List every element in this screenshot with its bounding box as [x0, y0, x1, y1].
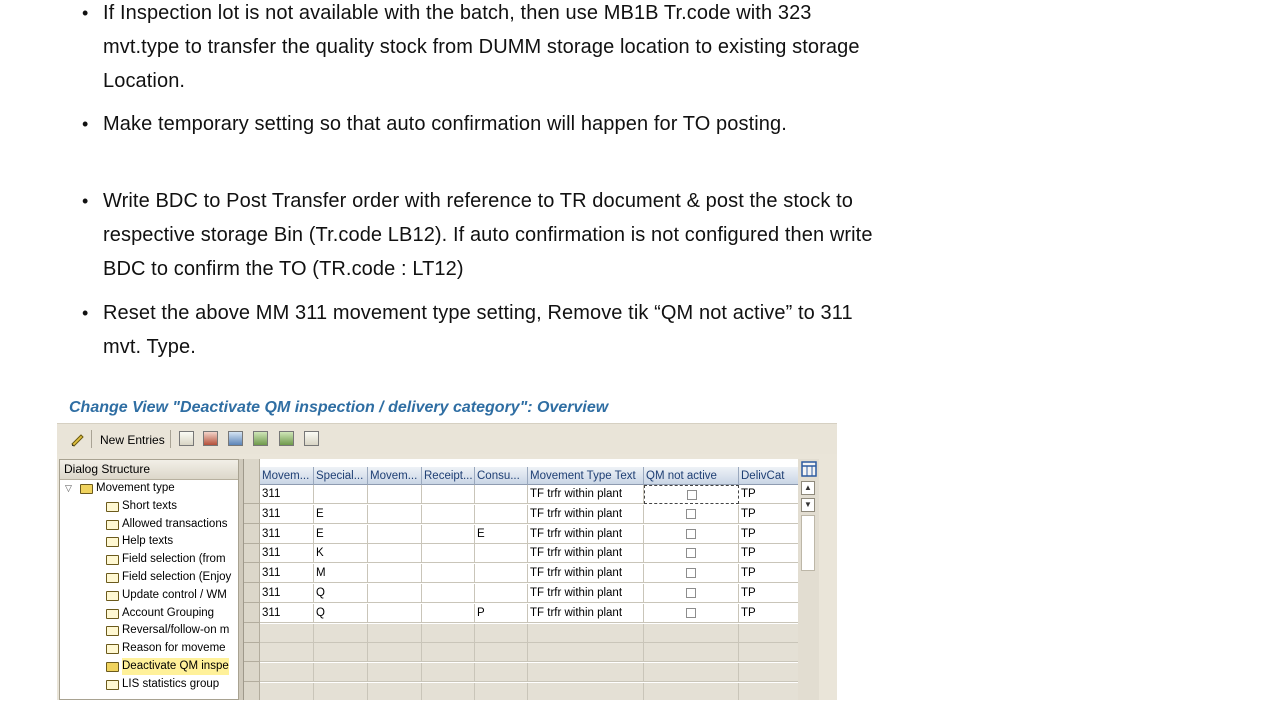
table-cell[interactable] [368, 525, 422, 544]
table-cell-empty[interactable] [368, 624, 422, 643]
new-entries-button[interactable]: New Entries [100, 432, 165, 447]
table-cell-empty[interactable] [528, 683, 644, 700]
tree-item[interactable]: Reversal/follow-on m [106, 622, 229, 639]
table-cell[interactable]: TF trfr within plant [528, 604, 644, 623]
col-header[interactable]: QM not active [644, 467, 739, 485]
table-cell-empty[interactable] [528, 663, 644, 682]
table-cell[interactable] [475, 584, 528, 603]
row-selector[interactable] [244, 544, 259, 563]
table-cell[interactable]: TF trfr within plant [528, 505, 644, 524]
table-cell-empty[interactable] [314, 624, 368, 643]
table-cell[interactable]: TF trfr within plant [528, 525, 644, 544]
tree-item[interactable]: Help texts [106, 533, 173, 550]
table-cell[interactable]: 311 [260, 564, 314, 583]
table-cell-empty[interactable] [422, 643, 475, 662]
qm-not-active-cell[interactable] [644, 525, 739, 544]
folder-icon [106, 555, 119, 565]
table-cell[interactable] [422, 544, 475, 563]
qm-not-active-checkbox[interactable] [686, 509, 696, 519]
col-header[interactable]: Consu... [475, 467, 528, 485]
table-cell[interactable] [475, 564, 528, 583]
table-cell[interactable]: TP [739, 485, 799, 504]
table-cell[interactable]: 311 [260, 505, 314, 524]
table-cell-empty[interactable] [475, 663, 528, 682]
col-header[interactable]: Movement Type Text [528, 467, 644, 485]
tree-item[interactable]: Field selection (Enjoy [106, 569, 231, 586]
table-cell-empty[interactable] [528, 643, 644, 662]
table-row-empty[interactable] [260, 683, 799, 700]
tree-item[interactable]: Update control / WM [106, 587, 227, 604]
col-header[interactable]: DelivCat [739, 467, 799, 485]
table-cell-empty[interactable] [739, 643, 799, 662]
folder-icon [106, 626, 119, 636]
bullet-item: • If Inspection lot is not available with the batch, then use MB1B Tr.code with 323 mvt.type to transfer the quality stock from DUMM storage location to existing storage Location. [82, 0, 873, 98]
table-row-empty[interactable] [260, 624, 799, 643]
page-title: Change View "Deactivate QM inspection / delivery category": Overview [69, 399, 609, 416]
table-cell[interactable]: E [314, 525, 368, 544]
right-border [819, 454, 837, 700]
tree-item[interactable]: Field selection (from [106, 551, 226, 568]
table-cell[interactable]: TF trfr within plant [528, 544, 644, 563]
table-row[interactable] [260, 584, 799, 603]
table-cell[interactable] [422, 564, 475, 583]
table-cell-empty[interactable] [475, 683, 528, 700]
folder-icon [106, 537, 119, 547]
row-selector[interactable] [244, 683, 259, 700]
table-cell[interactable]: 311 [260, 525, 314, 544]
tree-item[interactable]: Allowed transactions [106, 516, 227, 533]
table-cell-empty[interactable] [422, 624, 475, 643]
folder-icon [106, 502, 119, 512]
table-cell[interactable] [368, 564, 422, 583]
qm-not-active-cell[interactable] [644, 544, 739, 563]
folder-icon [106, 609, 119, 619]
table-cell[interactable] [368, 505, 422, 524]
table-settings-icon[interactable] [801, 461, 817, 477]
table-cell[interactable]: TP [739, 525, 799, 544]
scroll-down-icon[interactable]: ▼ [801, 498, 815, 512]
qm-not-active-cell[interactable] [644, 505, 739, 524]
deselect-icon[interactable] [304, 430, 319, 447]
qm-not-active-checkbox[interactable] [687, 490, 697, 500]
table-cell-empty[interactable] [314, 683, 368, 700]
toolbar [57, 423, 837, 455]
table-cell[interactable] [368, 485, 422, 504]
table-cell[interactable]: 311 [260, 584, 314, 603]
table-cell-empty[interactable] [644, 624, 739, 643]
table-cell[interactable] [368, 584, 422, 603]
folder-open-icon [106, 662, 119, 672]
table-cell-empty[interactable] [260, 624, 314, 643]
table-row-empty[interactable] [260, 663, 799, 682]
table-cell[interactable] [368, 604, 422, 623]
table-cell[interactable]: M [314, 564, 368, 583]
table-row[interactable] [260, 505, 799, 524]
table-row[interactable] [260, 485, 799, 504]
table-cell-empty[interactable] [368, 663, 422, 682]
edit-icon[interactable] [69, 430, 86, 447]
table-cell[interactable]: TF trfr within plant [528, 485, 644, 504]
table-cell[interactable] [475, 505, 528, 524]
row-selector[interactable] [244, 525, 259, 544]
table-cell-empty[interactable] [644, 663, 739, 682]
table-cell-empty[interactable] [739, 683, 799, 700]
table-cell-empty[interactable] [314, 663, 368, 682]
delete-icon[interactable] [203, 430, 218, 447]
qm-not-active-cell[interactable] [644, 584, 739, 603]
dialog-structure-tree [59, 459, 239, 700]
table-cell[interactable]: 311 [260, 485, 314, 504]
copy-icon[interactable] [179, 430, 194, 447]
row-selector[interactable] [244, 564, 259, 583]
data-table [243, 459, 820, 700]
table-cell-empty[interactable] [368, 643, 422, 662]
table-row[interactable] [260, 564, 799, 583]
row-selector[interactable] [244, 505, 259, 524]
row-selector[interactable] [244, 643, 259, 662]
col-header[interactable]: Movem... [368, 467, 422, 485]
select-block-icon[interactable] [279, 430, 294, 447]
folder-icon [106, 573, 119, 583]
table-cell[interactable] [422, 584, 475, 603]
folder-icon [106, 680, 119, 690]
row-selector[interactable] [244, 485, 259, 504]
table-cell[interactable]: TP [739, 505, 799, 524]
bullet-item: • Write BDC to Post Transfer order with reference to TR document & post the stock to respective storage Bin (Tr.code LB12). If auto confirmation is not configured then write BDC to confirm the TO (TR.code : LT12) [82, 184, 873, 286]
table-cell[interactable] [475, 485, 528, 504]
bullet-item: • Reset the above MM 311 movement type setting, Remove tik “QM not active” to 311 mvt. Type. [82, 296, 873, 364]
table-cell-empty[interactable] [739, 663, 799, 682]
expand-icon[interactable]: ▽ [65, 483, 72, 493]
table-cell[interactable] [422, 505, 475, 524]
table-cell-empty[interactable] [528, 624, 644, 643]
qm-not-active-checkbox[interactable] [686, 548, 696, 558]
col-header[interactable]: Special... [314, 467, 368, 485]
qm-not-active-checkbox[interactable] [686, 529, 696, 539]
table-cell-empty[interactable] [475, 624, 528, 643]
table-cell[interactable]: Q [314, 584, 368, 603]
folder-icon [106, 644, 119, 654]
table-cell-empty[interactable] [644, 683, 739, 700]
row-selector[interactable] [244, 624, 259, 643]
qm-not-active-cell[interactable] [644, 564, 739, 583]
table-cell-empty[interactable] [260, 663, 314, 682]
table-cell-empty[interactable] [475, 643, 528, 662]
table-row[interactable] [260, 604, 799, 623]
table-cell[interactable]: TP [739, 584, 799, 603]
qm-not-active-checkbox[interactable] [686, 588, 696, 598]
table-cell-empty[interactable] [260, 643, 314, 662]
qm-not-active-cell[interactable] [644, 604, 739, 623]
scroll-track[interactable] [801, 515, 815, 571]
select-all-icon[interactable] [253, 430, 268, 447]
tree-item[interactable]: Reason for moveme [106, 640, 226, 657]
table-cell[interactable] [422, 485, 475, 504]
row-selector[interactable] [244, 604, 259, 623]
table-cell[interactable] [422, 604, 475, 623]
tree-item[interactable]: Account Grouping [106, 605, 214, 622]
table-row[interactable] [260, 525, 799, 544]
table-row-empty[interactable] [260, 643, 799, 662]
tree-item[interactable]: Short texts [106, 498, 177, 515]
folder-icon [106, 520, 119, 530]
table-cell[interactable]: TP [739, 564, 799, 583]
table-cell[interactable]: Q [314, 604, 368, 623]
row-selector[interactable] [244, 663, 259, 682]
undo-icon[interactable] [228, 430, 243, 447]
table-cell[interactable]: E [475, 525, 528, 544]
table-cell[interactable]: TP [739, 604, 799, 623]
row-selector[interactable] [244, 584, 259, 603]
bullet-item: • Make temporary setting so that auto confirmation will happen for TO posting. [82, 107, 873, 141]
tree-header: Dialog Structure [60, 460, 238, 480]
table-cell[interactable]: 311 [260, 604, 314, 623]
table-cell-empty[interactable] [422, 683, 475, 700]
table-cell-empty[interactable] [368, 683, 422, 700]
folder-icon [106, 591, 119, 601]
tree-root[interactable]: ▽ Movement type [65, 480, 175, 497]
sap-screenshot [57, 392, 837, 700]
folder-open-icon [80, 484, 93, 494]
vertical-scrollbar[interactable] [798, 459, 819, 700]
table-cell[interactable] [314, 485, 368, 504]
work-area [57, 454, 837, 700]
table-cell-empty[interactable] [314, 643, 368, 662]
col-header[interactable]: Movem... [260, 467, 314, 485]
table-cell[interactable]: TF trfr within plant [528, 584, 644, 603]
qm-not-active-checkbox[interactable] [686, 608, 696, 618]
scroll-up-icon[interactable]: ▲ [801, 481, 815, 495]
qm-not-active-checkbox[interactable] [686, 568, 696, 578]
table-cell[interactable]: K [314, 544, 368, 563]
tree-item[interactable]: LIS statistics group [106, 676, 219, 693]
table-cell-empty[interactable] [260, 683, 314, 700]
table-cell[interactable]: P [475, 604, 528, 623]
table-cell[interactable]: E [314, 505, 368, 524]
qm-not-active-cell[interactable] [644, 485, 739, 504]
table-cell[interactable]: TF trfr within plant [528, 564, 644, 583]
table-cell[interactable]: 311 [260, 544, 314, 563]
table-cell-empty[interactable] [739, 624, 799, 643]
table-cell[interactable] [475, 544, 528, 563]
table-cell[interactable] [368, 544, 422, 563]
table-header [260, 467, 799, 485]
table-cell[interactable]: TP [739, 544, 799, 563]
col-header[interactable]: Receipt... [422, 467, 475, 485]
table-row[interactable] [260, 544, 799, 563]
table-cell-empty[interactable] [644, 643, 739, 662]
table-cell[interactable] [422, 525, 475, 544]
table-cell-empty[interactable] [422, 663, 475, 682]
tree-item-selected[interactable]: Deactivate QM inspe [106, 658, 229, 675]
